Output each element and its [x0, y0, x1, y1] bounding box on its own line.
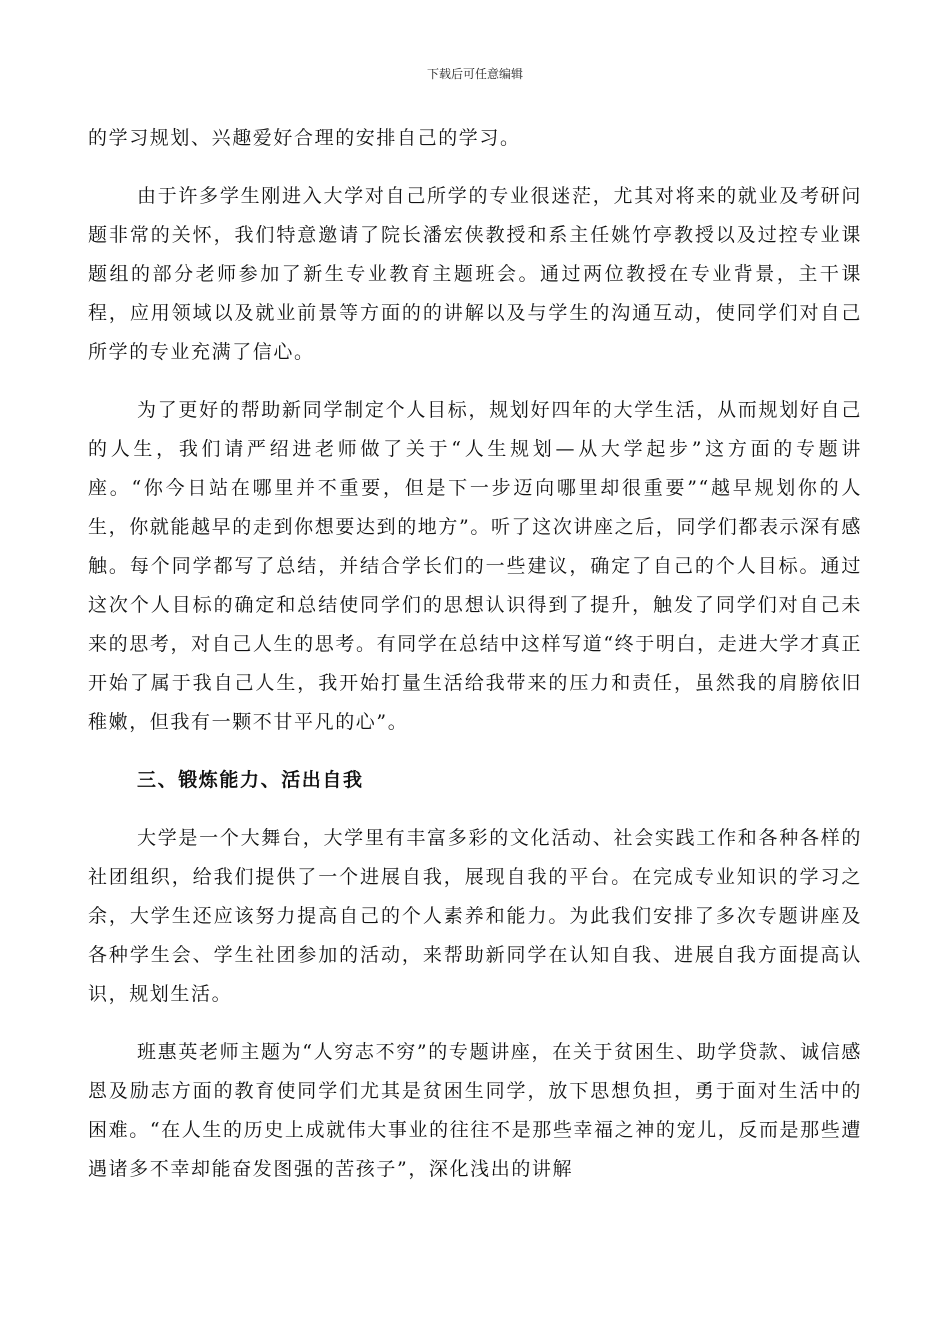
paragraph-lecture: 班惠英老师主题为“人穷志不穷”的专题讲座，在关于贫困生、助学贷款、诚信感恩及励志方面的教育使同学们尤其是贫困生同学，放下思想负担，勇于面对生活中的困难。“在人生的历史上成就伟大事业的往往不是那些幸福之神的宠儿，反而是那些遭遇诸多不幸却能奋发图强的苦孩子”，深化浅出的讲解	[88, 1041, 862, 1180]
paragraph-university-stage: 大学是一个大舞台，大学里有丰富多彩的文化活动、社会实践工作和各种各样的社团组织，给我们提供了一个进展自我，展现自我的平台。在完成专业知识的学习之余，大学生还应该努力提高自己的个人素养和能力。为此我们安排了多次专题讲座及各种学生会、学生社团参加的活动，来帮助新同学在认知自我、进展自我方面提高认识，规划生活。	[88, 827, 862, 1005]
paragraph-life-planning: 为了更好的帮助新同学制定个人目标，规划好四年的大学生活，从而规划好自己的人生，我们请严绍进老师做了关于“人生规划—从大学起步”这方面的专题讲座。“你今日站在哪里并不重要，但是下一步迈向哪里却很重要”“越早规划你的人生，你就能越早的走到你想要达到的地方”。听了这次讲座之后，同学们都表示深有感触。每个同学都写了总结，并结合学长们的一些建议，确定了自己的个人目标。通过这次个人目标的确定和总结使同学们的思想认识得到了提升，触发了同学们对自己未来的思考，对自己人生的思考。有同学在总结中这样写道“终于明白，走进大学才真正开始了属于我自己人生，我开始打量生活给我带来的压力和责任，虽然我的肩膀依旧稚嫩，但我有一颗不甘平凡的心”。	[88, 399, 862, 733]
section-heading: 三、锻炼能力、活出自我	[137, 769, 364, 791]
paragraph-professional-education: 由于许多学生刚进入大学对自己所学的专业很迷茫，尤其对将来的就业及考研问题非常的关怀，我们特意邀请了院长潘宏侠教授和系主任姚竹亭教授以及过控专业课题组的部分老师参加了新生专业教育主题班会。通过两位教授在专业背景，主干课程，应用领域以及就业前景等方面的的讲解以及与学生的沟通互动，使同学们对自己所学的专业充满了信心。	[88, 185, 862, 363]
page-header: 下载后可任意编辑	[426, 67, 523, 81]
document-body	[88, 119, 862, 1189]
paragraph-continuation: 的学习规划、兴趣爱好合理的安排自己的学习。	[88, 127, 521, 149]
